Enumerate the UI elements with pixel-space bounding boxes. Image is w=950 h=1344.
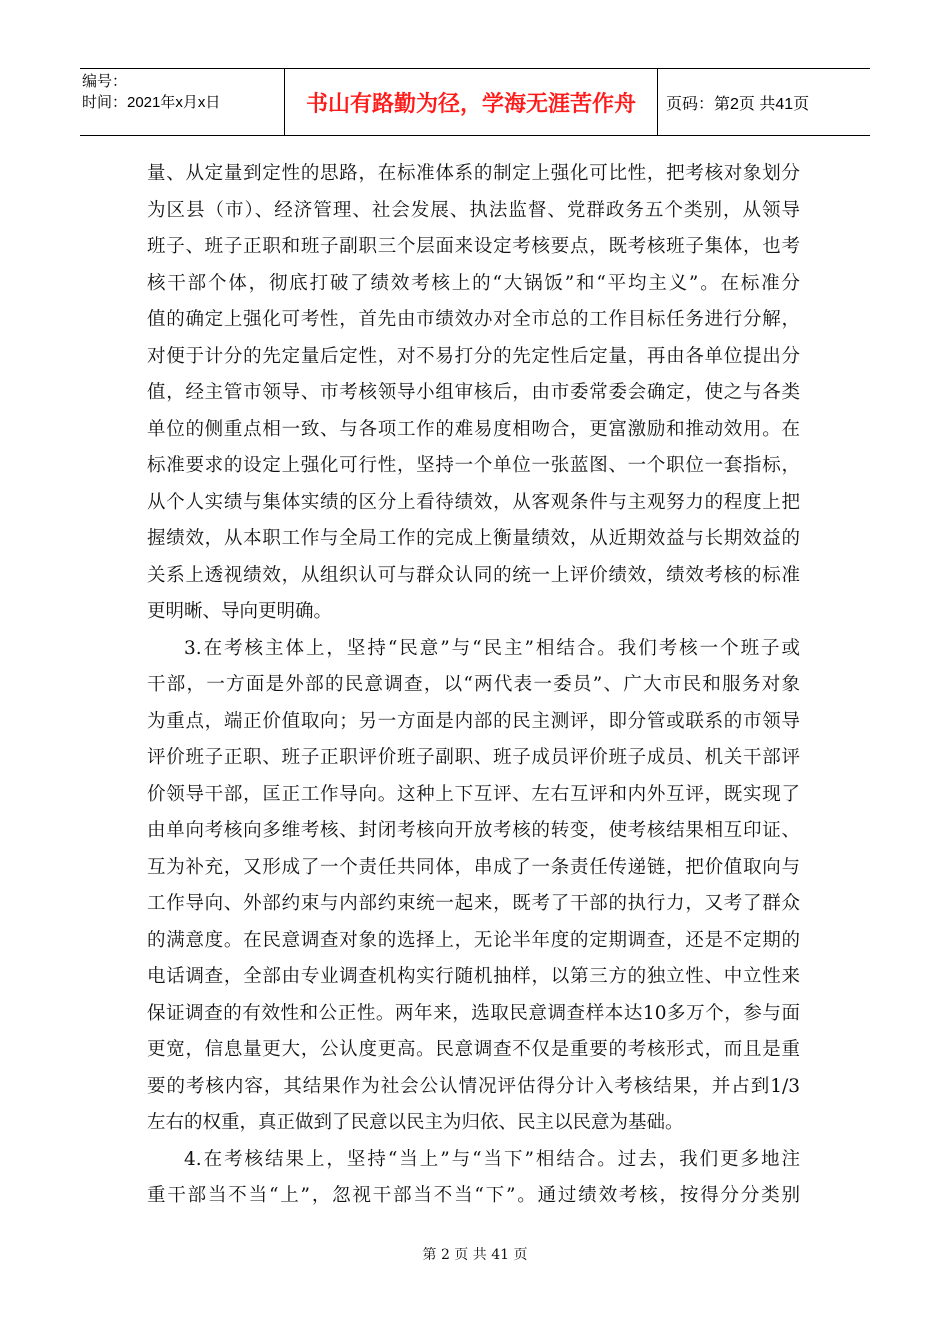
text-line: 握绩效，从本职工作与全局工作的完成上衡量绩效，从近期效益与长期效益的 [147, 528, 800, 549]
text-line: 班子、班子正职和班子副职三个层面来设定考核要点，既考核班子集体，也考 [147, 236, 800, 257]
header-page-info: 页码：第2页 共41页 [666, 95, 810, 113]
text-line: 值的确定上强化可考性，首先由市绩效办对全市总的工作目标任务进行分解， [147, 309, 800, 330]
text-line: 核干部个体，彻底打破了绩效考核上的“大锅饭”和“平均主义”。在标准分 [147, 272, 800, 294]
text-line: 左右的权重，真正做到了民意以民主为归依、民主以民意为基础。 [147, 1112, 684, 1133]
text-line: 值，经主管市领导、市考核领导小组审核后，由市委常委会确定，使之与各类 [147, 382, 800, 403]
text-line: 互为补充，又形成了一个责任共同体，串成了一条责任传递链，把价值取向与 [147, 856, 800, 878]
text-line: 保证调查的有效性和公正性。两年来，选取民意调查样本达10多万个，参与面 [147, 1002, 800, 1024]
text-line: 4.在考核结果上，坚持“当上”与“当下”相结合。过去，我们更多地注 [184, 1148, 800, 1170]
page-header [80, 68, 870, 136]
paragraph [147, 156, 800, 631]
text-line: 对便于计分的先定量后定性，对不易打分的先定性后定量，再由各单位提出分 [147, 345, 800, 367]
document-body [147, 156, 800, 1215]
header-meta [80, 69, 285, 135]
text-line: 评价班子正职、班子正职评价班子副职、班子成员评价班子成员、机关干部评 [147, 747, 800, 768]
page-footer: 第 2 页 共 41 页 [422, 1247, 528, 1263]
text-line: 重干部当不当“上”，忽视干部当不当“下”。通过绩效考核，按得分分类别 [147, 1185, 800, 1206]
text-line: 为区县（市）、经济管理、社会发展、执法监督、党群政务五个类别，从领导 [147, 199, 800, 221]
text-line: 要的考核内容，其结果作为社会公认情况评估得分计入考核结果，并占到1/3 [147, 1075, 800, 1097]
text-line: 更宽，信息量更大，公认度更高。民意调查不仅是重要的考核形式，而且是重 [147, 1039, 800, 1060]
text-line: 更明晰、导向更明确。 [147, 601, 333, 622]
text-line: 干部，一方面是外部的民意调查，以“两代表一委员”、广大市民和服务对象 [147, 674, 800, 695]
text-line: 价领导干部，匡正工作导向。这种上下互评、左右互评和内外互评，既实现了 [147, 783, 800, 805]
paragraph [147, 1142, 800, 1215]
text-line: 3.在考核主体上，坚持“民意”与“民主”相结合。我们考核一个班子或 [184, 637, 800, 659]
text-line: 为重点，端正价值取向；另一方面是内部的民主测评，即分管或联系的市领导 [147, 710, 800, 732]
text-line: 标准要求的设定上强化可行性，坚持一个单位一张蓝图、一个职位一套指标， [147, 455, 800, 476]
text-line: 工作导向、外部约束与内部约束统一起来，既考了干部的执行力，又考了群众 [147, 893, 800, 914]
text-line: 电话调查，全部由专业调查机构实行随机抽样，以第三方的独立性、中立性来 [147, 966, 800, 987]
document-number-label: 编号： [82, 73, 128, 90]
text-line: 单位的侧重点相一致、与各项工作的难易度相吻合，更富激励和推动效用。在 [147, 418, 800, 440]
text-line: 的满意度。在民意调查对象的选择上，无论半年度的定期调查，还是不定期的 [147, 929, 800, 951]
text-line: 由单向考核向多维考核、封闭考核向开放考核的转变，使考核结果相互印证、 [147, 820, 800, 841]
text-line: 从个人实绩与集体实绩的区分上看待绩效，从客观条件与主观努力的程度上把 [147, 491, 800, 513]
header-motto: 书山有路勤为径，学海无涯苦作舟 [285, 69, 658, 135]
text-line: 关系上透视绩效，从组织认可与群众认同的统一上评价绩效，绩效考核的标准 [147, 564, 800, 586]
document-time-label: 时间：2021年x月x日 [82, 94, 221, 111]
paragraph [147, 631, 800, 1142]
text-line: 量、从定量到定性的思路，在标准体系的制定上强化可比性，把考核对象划分 [147, 163, 800, 184]
